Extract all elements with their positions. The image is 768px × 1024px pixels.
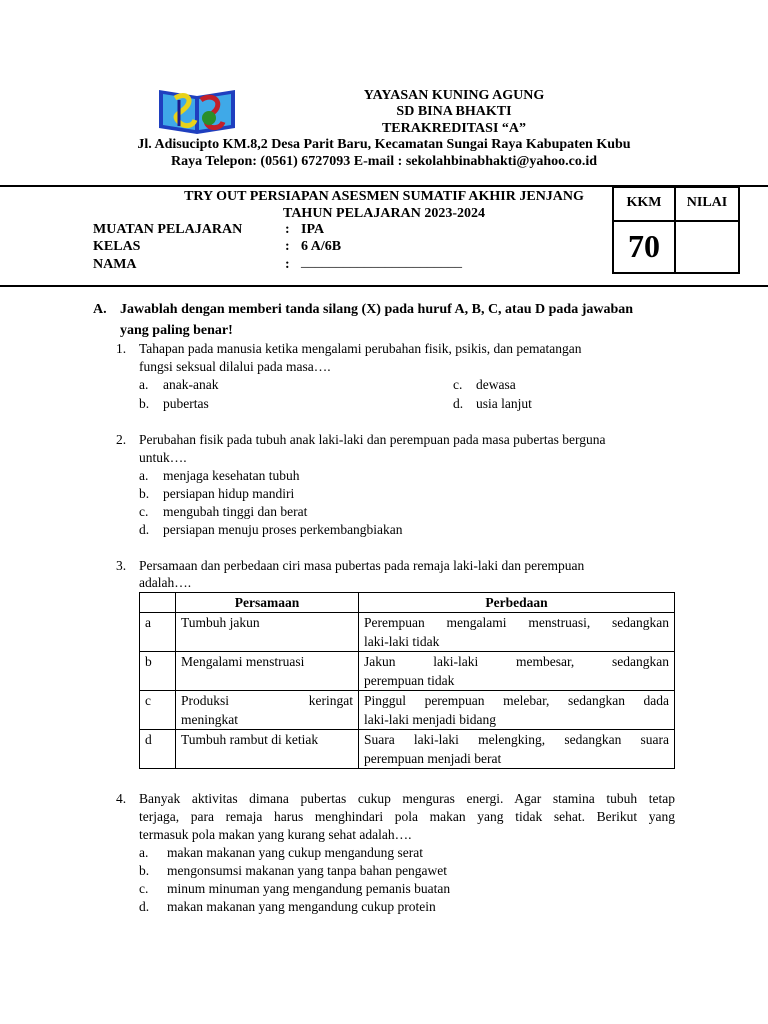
cell-text: laki-laki tidak — [364, 634, 440, 649]
table-row-option: c — [140, 691, 176, 730]
option-letter-a: a. — [139, 377, 149, 392]
table-header-blank — [140, 593, 176, 613]
question-4-number: 4. — [116, 791, 127, 806]
table-header-diff: Perbedaan — [359, 593, 675, 613]
school-name: SD BINA BHAKTI — [396, 104, 512, 119]
cell-text: Mengalami menstruasi — [181, 654, 305, 669]
question-4-option-b[interactable]: mengonsumsi makanan yang tanpa bahan pengawet — [167, 863, 448, 878]
address-line-2: Raya Telepon: (0561) 6727093 E-mail : sekolahbinabhakti@yahoo.co.id — [170, 154, 598, 169]
name-colon: : — [285, 257, 290, 272]
question-2-option-b[interactable]: persiapan hidup mandiri — [163, 486, 295, 501]
cell-text: Pinggul perempuan melebar, sedangkan dada — [364, 693, 669, 708]
name-field[interactable]: _______________________ — [301, 255, 462, 270]
table-row[interactable] — [140, 613, 675, 652]
question-4-option-c[interactable]: minum minuman yang mengandung pemanis buatan — [167, 881, 451, 896]
question-3-text-2: adalah…. — [139, 575, 192, 590]
option-letter-d: d. — [139, 899, 150, 914]
question-1-option-b[interactable]: pubertas — [163, 396, 209, 411]
cell-text: Tumbuh rambut di ketiak — [181, 732, 319, 747]
cell-text: Tumbuh jakun — [181, 615, 260, 630]
section-a-instruction-2: yang paling benar! — [120, 323, 233, 338]
option-letter-b: b. — [139, 486, 150, 501]
class-colon: : — [285, 239, 290, 254]
question-3-text-1: Persamaan dan perbedaan ciri masa pubertas pada remaja laki-laki dan perempuan — [139, 558, 585, 573]
accreditation: TERAKREDITASI “A” — [381, 121, 527, 136]
cell-text: perempuan menjadi berat — [364, 751, 502, 766]
table-row-option: d — [140, 730, 176, 769]
subject-colon: : — [285, 222, 290, 237]
option-letter-b: b. — [139, 396, 150, 411]
question-4-option-a[interactable]: makan makanan yang cukup mengandung serat — [167, 845, 424, 860]
class-value: 6 A/6B — [301, 239, 342, 254]
question-1-option-d[interactable]: usia lanjut — [476, 396, 532, 411]
option-letter-b: b. — [139, 863, 150, 878]
nilai-label: NILAI — [686, 195, 728, 210]
cell-text: Produksi keringat — [181, 693, 353, 708]
section-a-letter: A. — [93, 302, 107, 317]
table-row[interactable] — [140, 691, 675, 730]
question-1-option-c[interactable]: dewasa — [476, 377, 516, 392]
question-2-option-c[interactable]: mengubah tinggi dan berat — [163, 504, 308, 519]
cell-text: Jakun laki-laki membesar, sedangkan — [364, 654, 669, 669]
table-row-option: a — [140, 613, 176, 652]
section-a-instruction-1: Jawablah dengan memberi tanda silang (X) pada huruf A, B, C, atau D pada jawaban — [120, 302, 634, 317]
table-cell-diff — [359, 730, 675, 769]
table-header-row — [140, 593, 675, 613]
question-1-option-a[interactable]: anak-anak — [163, 377, 219, 392]
exam-title-line-1: TRY OUT PERSIAPAN ASESMEN SUMATIF AKHIR JENJANG — [184, 189, 584, 204]
option-letter-a: a. — [139, 845, 149, 860]
option-letter-d: d. — [139, 522, 150, 537]
question-4-text-2: terjaga, para remaja harus menghindari pola makan yang tidak sehat. Berikut yang — [139, 809, 675, 824]
name-label: NAMA — [93, 257, 137, 272]
score-box-divider-h — [614, 220, 738, 222]
table-cell-same — [176, 730, 359, 769]
table-cell-same — [176, 691, 359, 730]
table-row-option: b — [140, 652, 176, 691]
subject-value: IPA — [301, 222, 325, 237]
question-2-text-1: Perubahan fisik pada tubuh anak laki-laki dan perempuan pada masa pubertas berguna — [139, 432, 606, 447]
option-letter-c: c. — [453, 377, 463, 392]
cell-text: laki-laki menjadi bidang — [364, 712, 496, 727]
question-2-number: 2. — [116, 432, 127, 447]
option-letter-c: c. — [139, 881, 149, 896]
table-cell-diff — [359, 613, 675, 652]
kkm-label: KKM — [626, 195, 662, 210]
table-cell-diff — [359, 691, 675, 730]
exam-title-line-2: TAHUN PELAJARAN 2023-2024 — [283, 206, 485, 221]
table-row[interactable] — [140, 730, 675, 769]
cell-text: perempuan tidak — [364, 673, 455, 688]
score-box — [612, 186, 740, 274]
cell-text: Perempuan mengalami menstruasi, sedangkan — [364, 615, 669, 630]
kkm-value: 70 — [628, 228, 660, 264]
question-4-text-1: Banyak aktivitas dimana pubertas cukup menguras energi. Agar stamina tubuh tetap — [139, 791, 675, 806]
cell-text: meningkat — [181, 712, 238, 727]
question-1-text-1: Tahapan pada manusia ketika mengalami perubahan fisik, psikis, dan pematangan — [139, 341, 582, 356]
question-2-option-d[interactable]: persiapan menuju proses perkembangbiakan — [163, 522, 403, 537]
table-header-same: Persamaan — [176, 593, 359, 613]
question-4-option-d[interactable]: makan makanan yang mengandung cukup protein — [167, 899, 436, 914]
option-letter-a: a. — [139, 468, 149, 483]
header-divider-bottom — [0, 285, 768, 287]
table-row[interactable] — [140, 652, 675, 691]
subject-label: MUATAN PELAJARAN — [93, 222, 243, 237]
question-2-text-2: untuk…. — [139, 450, 187, 465]
option-letter-c: c. — [139, 504, 149, 519]
table-cell-diff — [359, 652, 675, 691]
question-1-text-2: fungsi seksual dilalui pada masa…. — [139, 359, 331, 374]
question-2-option-a[interactable]: menjaga kesehatan tubuh — [163, 468, 300, 483]
question-4-text-3: termasuk pola makan yang kurang sehat adalah…. — [139, 827, 412, 842]
address-line-1: Jl. Adisucipto KM.8,2 Desa Parit Baru, Kecamatan Sungai Raya Kabupaten Kubu — [137, 137, 631, 152]
table-cell-same — [176, 613, 359, 652]
table-cell-same — [176, 652, 359, 691]
foundation-name: YAYASAN KUNING AGUNG — [363, 88, 545, 103]
question-1-number: 1. — [116, 341, 127, 356]
question-3-table — [139, 592, 675, 769]
cell-text: Suara laki-laki melengking, sedangkan suara — [364, 732, 669, 747]
question-3-number: 3. — [116, 558, 127, 573]
option-letter-d: d. — [453, 396, 464, 411]
class-label: KELAS — [93, 239, 141, 254]
